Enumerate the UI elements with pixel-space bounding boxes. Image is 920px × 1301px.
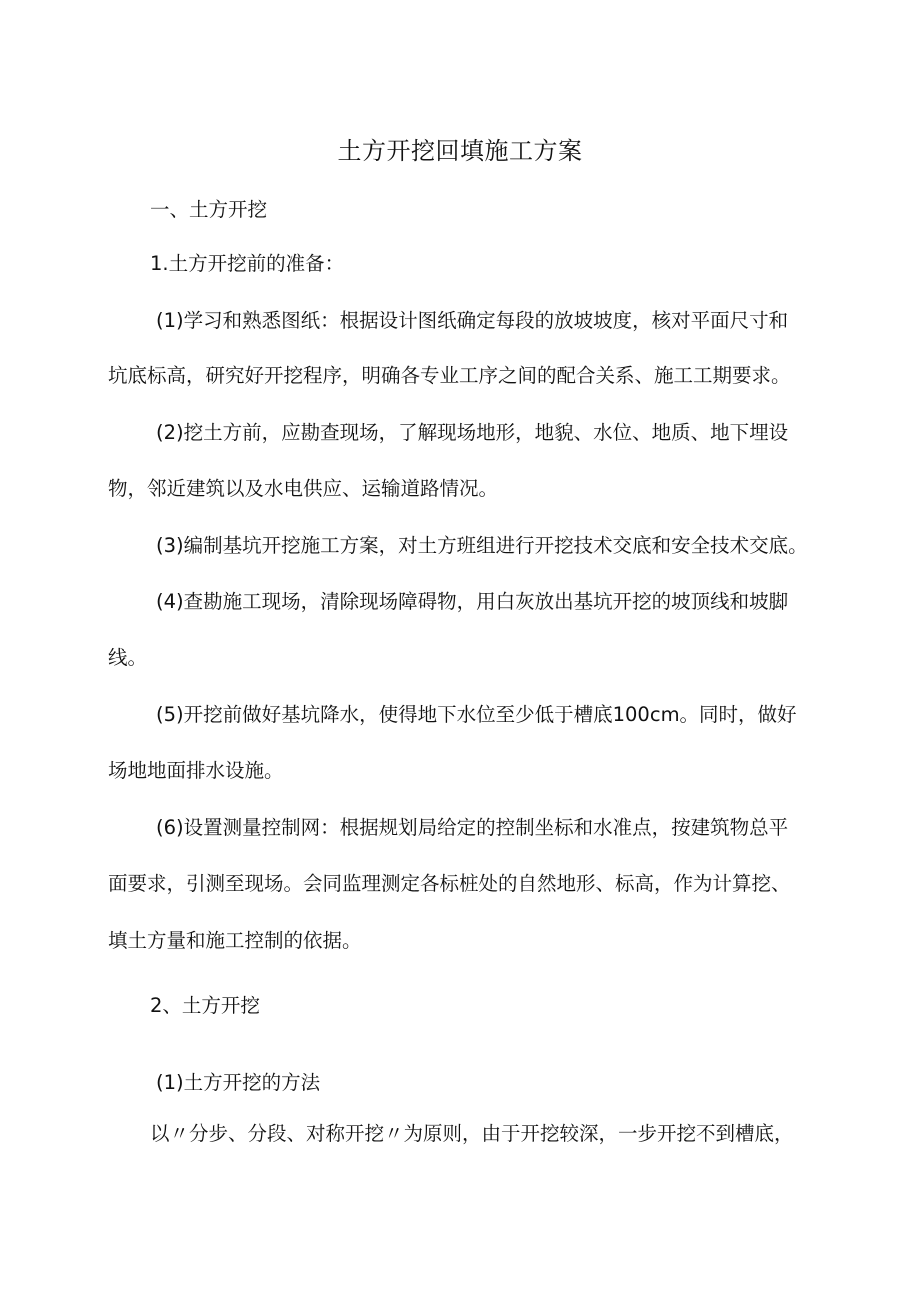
item-4-line-2: 线。: [108, 646, 148, 669]
item-1-line-2: 坑底标高，研究好开挖程序，明确各专业工序之间的配合关系、施工工期要求。: [108, 364, 791, 387]
item-2-line-2: 物，邻近建筑以及水电供应、运输道路情况。: [108, 477, 499, 500]
item-2-line-1: (2)挖土方前，应勘查现场，了解现场地形，地貌、水位、地质、地下埋设: [156, 421, 789, 444]
item-3-line-1: (3)编制基坑开挖施工方案，对土方班组进行开挖技术交底和安全技术交底。: [156, 534, 808, 557]
section-heading: 一、土方开挖: [150, 198, 268, 221]
item-5-line-1: (5)开挖前做好基坑降水，使得地下水位至少低于槽底100cm。同时，做好: [156, 703, 797, 726]
paragraph-text: 以〃分步、分段、对称开挖〃为原则，由于开挖较深，一步开挖不到槽底，: [150, 1122, 794, 1145]
document-title: 土方开挖回填施工方案: [337, 137, 583, 165]
method-heading: (1)土方开挖的方法: [156, 1071, 321, 1094]
item-6-line-3: 填土方量和施工控制的依据。: [108, 929, 362, 952]
item-6-line-2: 面要求，引测至现场。会同监理测定各标桩处的自然地形、标高，作为计算挖、: [108, 872, 791, 895]
subsection-heading: 1.土方开挖前的准备：: [150, 252, 345, 275]
item-6-line-1: (6)设置测量控制网：根据规划局给定的控制坐标和水准点，按建筑物总平: [156, 816, 789, 839]
item-4-line-1: (4)查勘施工现场，清除现场障碍物，用白灰放出基坑开挖的坡顶线和坡脚: [156, 590, 789, 613]
item-1-line-1: (1)学习和熟悉图纸：根据设计图纸确定每段的放坡坡度，核对平面尺寸和: [156, 309, 789, 332]
item-5-line-2: 场地地面排水设施。: [108, 759, 284, 782]
subsection-heading-2: 2、土方开挖: [150, 994, 260, 1017]
